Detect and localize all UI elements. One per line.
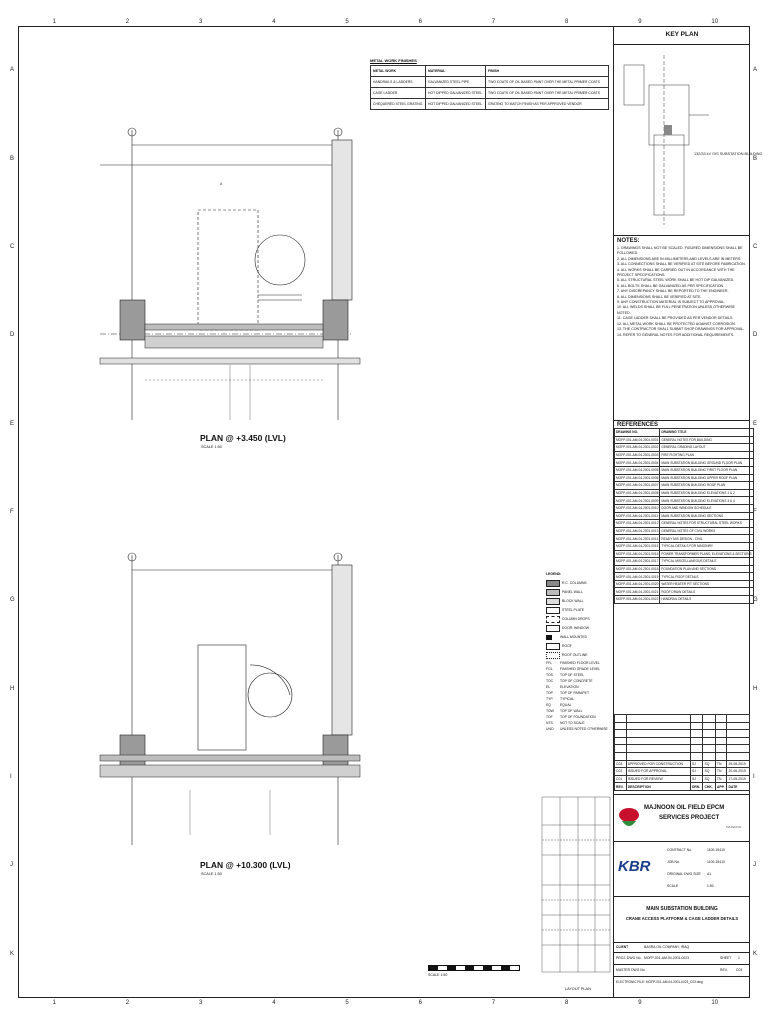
grid-column-label: 5 (345, 19, 349, 25)
client-value: BASRA OIL COMPANY, IRAQ (644, 945, 690, 949)
layout-plan-drawing (540, 795, 612, 985)
legend-item: WALL MOUNTED (546, 633, 610, 642)
scale-label: SCALE (667, 884, 679, 888)
grid-column-label: 4 (272, 19, 276, 25)
revision-cell: ISSUED FOR REVIEW (626, 775, 690, 783)
abbreviation-item: FFL FINISHED FLOOR LEVEL (546, 661, 600, 665)
references-cell: MAIN SUBSTATION BUILDING SECTIONS (660, 512, 753, 520)
references-cell: FIRE FIGHTING PLAN (660, 451, 753, 459)
references-cell: MOFP-001-AM-04-2001-0003 (616, 453, 659, 458)
partner-name: MAJNOON (726, 825, 741, 829)
revision-cell: C03 (615, 760, 627, 768)
abbreviation-item: FGL FINISHED GRADE LEVEL (546, 667, 601, 671)
revision-blank-row (615, 722, 750, 730)
grid-column-label: 8 (565, 19, 569, 25)
references-block (614, 421, 750, 605)
abbreviation-item: TOC TOP OF CONCRETE (546, 679, 593, 683)
note-item: 14. REFER TO GENERAL NOTES FOR ADDITIONAL REQUIREMENTS. (617, 332, 735, 337)
grid-column-label: 1 (52, 1000, 56, 1006)
references-cell: MOFP-001-AM-04-2001-0018 (616, 566, 659, 571)
revision-row (615, 775, 750, 783)
note-item: 7. ANY DISCREPANCY SHALL BE REPORTED TO THE ENGINEER. (617, 289, 729, 294)
references-cell: MOFP-001-AM-04-2001-0006 (616, 475, 659, 480)
references-cell: MOFP-001-AM-04-2001-0017 (616, 559, 659, 564)
client-label: CLIENT (616, 945, 629, 949)
note-item: 13. THE CONTRACTOR SHALL SUBMIT SHOP DRAWINGS FOR APPROVAL. (617, 327, 745, 332)
references-row (615, 504, 754, 512)
references-row (615, 588, 754, 596)
grid-row-label: A (753, 67, 758, 74)
kbr-logo (618, 852, 672, 884)
contract-no-label: CONTRACT No. (667, 848, 692, 852)
note-item: 10. ALL WELDS SHALL BE FULL PENETRATION UNLESS OTHERWISE NOTED. (617, 305, 735, 315)
legend-item: COLUMN DROPS (546, 615, 610, 624)
finishes-cell: TWO COATS OF OIL BASED PAINT OVER THE METAL PRIMER COATS (486, 88, 609, 99)
revision-blank-row (615, 737, 750, 745)
grid-column-label: 1 (52, 19, 56, 25)
references-cell: GENERAL GRADING LAYOUT (660, 444, 753, 452)
drawing-title-line1: MAIN SUBSTATION BUILDING (646, 906, 718, 912)
references-cell: MOFP-001-AM-04-2001-0005 (616, 468, 659, 473)
references-cell: GENERAL NOTES OF CIVIL WORKS (660, 527, 753, 535)
references-table (614, 428, 754, 604)
references-cell: MOFP-001-AM-04-2001-0011 (616, 513, 659, 518)
project-name-line2: SERVICES PROJECT (659, 815, 720, 821)
revision-cell: 20-06-2019 (727, 768, 750, 776)
size-value: A1 (707, 872, 712, 876)
finishes-header-cell: METAL WORK (371, 66, 426, 77)
references-cell: GENERAL NOTES FOR STRUCTURAL STEEL WORKS (660, 520, 753, 528)
note-item: 4. ALL WORKS SHALL BE CARRIED OUT IN ACCORDANCE WITH THE PROJECT SPECIFICATIONS. (617, 267, 735, 278)
references-row (615, 565, 754, 573)
revision-header-cell: CHK. (703, 783, 715, 791)
references-cell: MOFP-001-AM-04-2001-0020 (616, 582, 659, 587)
references-header-row (615, 429, 754, 437)
note-item: 3. ALL CONNECTIONS SHALL BE VERIFIED AT SITE BEFORE FABRICATION. (617, 262, 746, 267)
revision-cell: SJ (690, 775, 702, 783)
references-cell: TYPICAL MISCELLANEOUS DETAILS (660, 558, 753, 566)
references-cell: MOFP-001-AM-04-2001-0008 (616, 491, 659, 496)
references-cell: MOFP-001-AM-04-2001-0012 (616, 521, 659, 526)
references-cell: MOFP-001-AM-04-2001-0009 (616, 498, 659, 503)
grid-row-label: G (753, 597, 758, 604)
references-row (615, 497, 754, 505)
bar-scale-label: SCALE 1:50 (428, 973, 448, 977)
grid-row-label: B (753, 155, 758, 162)
abbreviation-item: TOF TOP OF FOUNDATION (546, 715, 596, 719)
note-item: 9. ANY CONSTRUCTION MATERIAL IS SUBJECT TO APPROVAL. (617, 300, 726, 305)
references-row (615, 451, 754, 459)
grid-column-label: 3 (199, 1000, 203, 1006)
grid-column-label: 2 (125, 1000, 130, 1006)
revision-header-cell: REV. (615, 783, 627, 791)
legend-item: BLOCK WALL (546, 597, 610, 606)
abbreviation-item: EL ELEVATION (546, 685, 579, 689)
abbreviation-item: TOS TOP OF STEEL (546, 673, 585, 677)
revision-cell: SQ (703, 760, 715, 768)
contractor-block (614, 840, 750, 897)
project-name-line1: MAJNOON OIL FIELD EPCM (644, 805, 725, 811)
finishes-cell: GALVANIZED STEEL PIPE (426, 77, 486, 88)
references-cell: TYPICAL ROOF DETAILS (660, 573, 753, 581)
finishes-row (371, 99, 609, 110)
abbreviation-item: TYP. TYPICAL (546, 697, 575, 701)
grid-row-label: A (10, 67, 15, 74)
revision-blank-row (615, 745, 750, 753)
references-cell: MAIN SUBSTATION BUILDING ELEVATIONS 3 & 4 (660, 497, 753, 505)
key-plan-label: 132/33 kV GIS SUBSTATION BUILDING (694, 152, 763, 156)
revision-cell: APPROVED FOR CONSTRUCTION (626, 760, 690, 768)
references-row (615, 520, 754, 528)
references-row (615, 489, 754, 497)
revision-header-cell: APP. (715, 783, 727, 791)
revision-cell: SJ (690, 760, 702, 768)
grid-row-label: K (753, 950, 758, 957)
revision-blank-row (615, 715, 750, 723)
grid-column-label: 4 (272, 1000, 276, 1006)
finishes-cell: HOT DIPPED GALVANIZED STEEL (426, 88, 486, 99)
references-row (615, 482, 754, 490)
grid-row-label: F (753, 509, 757, 515)
references-row (615, 558, 754, 566)
references-cell: MOFP-001-AM-04-2001-0021 (616, 589, 659, 594)
finishes-cell: HANDRAILS & LADDERS (371, 77, 426, 88)
size-label: ORIGINAL DWG SIZE (667, 872, 701, 876)
title-block (613, 26, 763, 998)
finishes-cell: TWO COATS OF OIL BASED PAINT OVER THE METAL PRIMER COATS (486, 77, 609, 88)
legend-item: DOOR, WINDOW (546, 624, 610, 633)
grid-row-label: E (753, 420, 758, 427)
project-name-block (614, 794, 750, 842)
legend-item: R.C. COLUMNS (546, 579, 610, 588)
references-row (615, 466, 754, 474)
finishes-header-row (371, 66, 609, 77)
finishes-block (370, 58, 609, 110)
references-cell: TYPICAL DETAILS FOR MASONRY (660, 542, 753, 550)
references-cell: MAIN SUBSTATION BUILDING GROUND FLOOR PLAN (660, 459, 753, 467)
revision-header-cell: DATE (727, 783, 750, 791)
references-cell: MOFP-001-AM-04-2001-0019 (616, 574, 659, 579)
drawing-title-line2: CRANE ACCESS PLATFORM & CAGE LADDER DETAILS (625, 916, 739, 921)
note-item: 8. ALL DIMENSIONS SHALL BE VERIFIED AT SITE. (617, 294, 702, 299)
references-cell: MAIN SUBSTATION BUILDING FIRST FLOOR PLAN (660, 466, 753, 474)
grid-column-label: 3 (199, 19, 203, 25)
revision-table (614, 714, 750, 791)
legend-block (546, 570, 610, 732)
grid-column-label: 10 (711, 19, 719, 25)
revision-cell: SJ (690, 768, 702, 776)
electronic-file: ELECTRONIC FILE: MOFP-001-AM-04-2001-0023_C03.dwg (616, 980, 703, 984)
plan-lower-title: PLAN @ +10.300 (LVL) (200, 860, 291, 870)
grid-column-label: 6 (418, 1000, 422, 1006)
grid-column-label: 9 (638, 19, 642, 25)
references-row (615, 573, 754, 581)
references-row (615, 550, 754, 558)
revision-blank-row (615, 730, 750, 738)
references-cell: ROOF DRAIN DETAILS (660, 588, 753, 596)
references-cell: MOFP-001-AM-04-2001-0002 (616, 445, 659, 450)
abbreviation-item: TOW TOP OF WALL (546, 709, 583, 713)
finishes-table (370, 65, 609, 110)
company-logo-icon (617, 803, 641, 833)
references-header-cell: DRAWING TITLE (660, 429, 753, 437)
bar-scale (428, 965, 520, 971)
grid-row-label: K (10, 950, 15, 957)
kbr-logo-text: KBR (618, 858, 651, 875)
abbreviation-item: TOP TOP OF PARAPET (546, 691, 590, 695)
finishes-header-cell: MATERIAL (426, 66, 486, 77)
finishes-cell: GRATING TO MATCH FINISH AS PER APPROVED VENDOR (486, 99, 609, 110)
abbreviation-list (546, 660, 610, 732)
finishes-row (371, 88, 609, 99)
sheet-value: 1 (738, 956, 740, 960)
grid-row-label: B (10, 155, 15, 162)
contract-info-table (666, 844, 726, 892)
grid-column-label: 9 (638, 1000, 642, 1006)
references-cell: DOOR AND WINDOW SCHEDULE (660, 504, 753, 512)
proj-dwg-value: MOFP-001-AM-04-2001-0023 (644, 956, 690, 960)
revision-cell: SQ (703, 768, 715, 776)
abbreviation-item: NTS NOT TO SCALE (546, 721, 585, 725)
drawing-title-block (614, 896, 750, 943)
job-no-label: JOB No. (667, 860, 680, 864)
client-block (614, 942, 750, 998)
references-cell: HANDRAIL DETAILS (660, 596, 753, 604)
abbreviation-item: EQ EQUAL (546, 703, 572, 707)
references-cell: READY MIX DESIGN - CIVIL (660, 535, 753, 543)
revision-cell: TN (715, 760, 727, 768)
references-cell: MOFP-001-AM-04-2001-0014 (616, 536, 659, 541)
grid-column-label: 6 (418, 19, 422, 25)
references-row (615, 527, 754, 535)
grid-row-label: H (10, 685, 15, 692)
plan-lower-drawing (90, 545, 360, 865)
notes-list (617, 246, 747, 338)
plan-upper-drawing (90, 120, 360, 440)
notes-title: NOTES: (617, 238, 640, 244)
layout-plan-label: LAYOUT PLAN (565, 987, 591, 991)
grid-row-label: I (753, 774, 755, 781)
references-row (615, 459, 754, 467)
references-row (615, 596, 754, 604)
revision-blank-row (615, 752, 750, 760)
legend-item: ROOF (546, 642, 610, 651)
finishes-cell: CHEQUERED STEEL GRATING (371, 99, 426, 110)
key-plan-drawing (614, 45, 763, 236)
plan-upper-title: PLAN @ +3.450 (LVL) (200, 433, 286, 443)
dim-label: A (220, 182, 223, 186)
legend-item: PANEL WALL (546, 588, 610, 597)
contract-no-value: 1100-15410 (707, 848, 725, 852)
grid-column-label: 2 (125, 19, 130, 25)
references-row (615, 535, 754, 543)
references-cell: MOFP-001-AM-04-2001-0001 (616, 437, 659, 442)
revision-cell: ISSUED FOR APPROVAL (626, 768, 690, 776)
finishes-header-cell: FINISH (486, 66, 609, 77)
references-cell: MOFP-001-AM-04-2001-0016 (616, 551, 659, 556)
legend-item: ROOF OUTLINE (546, 651, 610, 660)
grid-row-label: G (10, 597, 15, 604)
note-item: 6. ALL BOLTS SHALL BE GALVANIZED AS PER SPECIFICATION. (617, 283, 725, 288)
finishes-cell: CAGE LADDER (371, 88, 426, 99)
references-row (615, 512, 754, 520)
plan-lower-scale: SCALE 1:50 (201, 872, 222, 876)
scale-value: 1:50 (707, 884, 714, 888)
references-cell: GENERAL NOTES FOR BUILDING (660, 436, 753, 444)
revision-header-row (615, 783, 750, 791)
master-dwg-label: MASTER DWG No. (616, 968, 646, 972)
references-row (615, 444, 754, 452)
revision-header-cell: DESCRIPTION (626, 783, 690, 791)
grid-row-label: F (10, 509, 14, 515)
grid-row-label: C (753, 243, 758, 250)
revision-cell: C01 (615, 775, 627, 783)
references-cell: WATER HEATER PIT SECTIONS (660, 580, 753, 588)
revision-cell: 17-05-2019 (727, 775, 750, 783)
proj-dwg-label: PROJ. DWG No. (616, 956, 642, 960)
grid-column-label: 5 (345, 1000, 349, 1006)
note-item: 2. ALL DIMENSIONS ARE IN MILLIMETERS AND LEVELS ARE IN METERS. (617, 256, 742, 261)
references-cell: MAIN SUBSTATION BUILDING UPPER ROOF PLAN (660, 474, 753, 482)
revision-header-cell: DRN. (690, 783, 702, 791)
job-no-value: 1100-15410 (707, 860, 725, 864)
grid-column-label: 8 (565, 1000, 569, 1006)
grid-row-label: J (753, 862, 756, 869)
rev-label: REV. (720, 968, 728, 972)
plan-upper-scale: SCALE 1:50 (201, 445, 222, 449)
references-cell: MOFP-001-AM-04-2001-0007 (616, 483, 659, 488)
references-header-cell: DRAWING NO. (615, 429, 660, 437)
note-item: 1. DRAWINGS SHALL NOT BE SCALED. FIGURED DIMENSIONS SHALL BE FOLLOWED. (617, 246, 743, 256)
references-row (615, 542, 754, 550)
grid-row-label: J (10, 862, 13, 869)
revision-cell: SQ (703, 775, 715, 783)
references-row (615, 436, 754, 444)
note-item: 5. ALL STRUCTURAL STEEL WORK SHALL BE HOT DIP GALVANIZED. (617, 278, 735, 283)
references-cell: MOFP-001-AM-04-2001-0013 (616, 529, 659, 534)
grid-column-label: 7 (491, 1000, 496, 1006)
rev-value: C03 (736, 968, 743, 972)
grid-row-label: D (10, 332, 15, 339)
sheet-label: SHEET (720, 956, 732, 960)
references-cell: MOFP-001-AM-04-2001-0010 (616, 506, 659, 511)
references-cell: MOFP-001-AM-04-2001-0015 (616, 544, 659, 549)
grid-row-label: D (753, 332, 758, 339)
grid-column-label: 10 (711, 1000, 719, 1006)
finishes-cell: HOT DIPPED GALVANIZED STEEL (426, 99, 486, 110)
notes-block (614, 236, 750, 421)
references-cell: FOUNDATION PLAN AND SECTIONS (660, 565, 753, 573)
grid-row-label: H (753, 685, 758, 692)
note-item: 11. CAGE LADDER SHALL BE PROVIDED AS PER VENDOR DETAILS. (617, 316, 734, 321)
references-cell: MOFP-001-AM-04-2001-0022 (616, 597, 659, 602)
grid-row-label: I (10, 774, 12, 781)
legend-title: LEGEND: (546, 572, 562, 576)
references-row (615, 474, 754, 482)
legend-item: STEEL PLATE (546, 606, 610, 615)
finishes-row (371, 77, 609, 88)
abbreviation-item: UNO UNLESS NOTED OTHERWISE (546, 727, 608, 731)
note-item: 12. ALL METAL WORK SHALL BE PROTECTED AGAINST CORROSION. (617, 321, 736, 326)
revision-cell: 29-08-2019 (727, 760, 750, 768)
references-cell: MAIN SUBSTATION BUILDING ROOF PLAN (660, 482, 753, 490)
grid-row-label: E (10, 420, 15, 427)
references-title: REFERENCES (617, 422, 659, 428)
revision-row (615, 760, 750, 768)
references-cell: MAIN SUBSTATION BUILDING ELEVATIONS 1 & 2 (660, 489, 753, 497)
references-cell: MOFP-001-AM-04-2001-0004 (616, 460, 659, 465)
references-row (615, 580, 754, 588)
revision-cell: C02 (615, 768, 627, 776)
revision-cell: TN (715, 768, 727, 776)
finishes-title: METAL WORK FINISHES (370, 58, 417, 63)
references-cell: POWER TRANSFORMER PLANS, ELEVATIONS & SECTIONS (661, 551, 752, 556)
key-plan-title: KEY PLAN (614, 26, 750, 45)
grid-column-label: 7 (491, 19, 496, 25)
revision-cell: TN (715, 775, 727, 783)
grid-row-label: C (10, 243, 15, 250)
revision-row (615, 768, 750, 776)
